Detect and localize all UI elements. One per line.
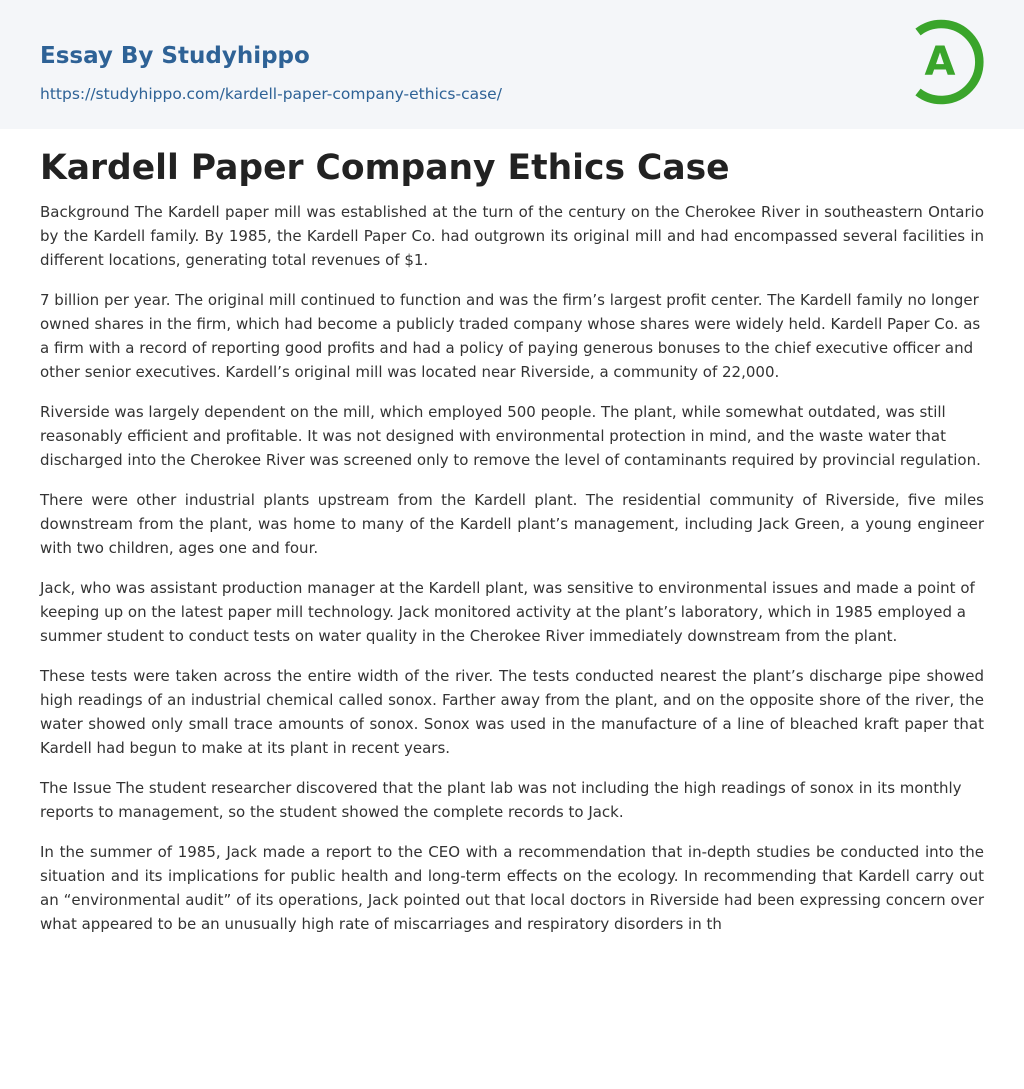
site-brand[interactable]: Essay By Studyhippo <box>40 43 310 69</box>
essay-paragraph: In the summer of 1985, Jack made a report to the CEO with a recommendation that in-depth studies be conducted into the situation and its implications for public health and long-term effects on the ecology. In recommending that Kardell carry out an “environmental audit” of its operations, Jack pointed out that local doctors in Riverside had been expressing concern over what appeared to be an unusually high rate of miscarriages and respiratory disorders in th <box>40 843 984 933</box>
essay-title: Kardell Paper Company Ethics Case <box>40 148 730 188</box>
studyhippo-logo-icon[interactable] <box>904 18 988 106</box>
essay-paragraph: These tests were taken across the entire width of the river. The tests conducted nearest the plant’s discharge pipe showed high readings of an industrial chemical called sonox. Farther away from the plant, and on the opposite shore of the river, the water showed only small trace amounts of sonox. Sonox was used in the manufacture of a line of bleached kraft paper that Kardell had begun to make at its plant in recent years. <box>40 667 984 757</box>
essay-paragraph: The Issue The student researcher discovered that the plant lab was not including the high readings of sonox in its monthly reports to management, so the student showed the complete records to Jack. <box>40 779 962 821</box>
essay-paragraph: Riverside was largely dependent on the mill, which employed 500 people. The plant, while somewhat outdated, was still reasonably efficient and profitable. It was not designed with environmental protection in mind, and the waste water that discharged into the Cherokee River was screened only to remove the level of contaminants required by provincial regulation. <box>40 403 981 469</box>
essay-paragraph: There were other industrial plants upstream from the Kardell plant. The residential community of Riverside, five miles downstream from the plant, was home to many of the Kardell plant’s management, including Jack Green, a young engineer with two children, ages one and four. <box>40 491 984 557</box>
essay-paragraph: Background The Kardell paper mill was established at the turn of the century on the Cherokee River in southeastern Ontario by the Kardell family. By 1985, the Kardell Paper Co. had outgrown its original mill and had encompassed several facilities in different locations, generating total revenues of $1. <box>40 203 984 269</box>
logo-letter: A <box>924 39 956 85</box>
essay-paragraph: Jack, who was assistant production manager at the Kardell plant, was sensitive to environmental issues and made a point of keeping up on the latest paper mill technology. Jack monitored activity at the plant’s laboratory, which in 1985 employed a summer student to conduct tests on water quality in the Cherokee River immediately downstream from the plant. <box>40 579 975 645</box>
source-url-link[interactable]: https://studyhippo.com/kardell-paper-company-ethics-case/ <box>40 85 502 103</box>
essay-body <box>40 200 984 952</box>
essay-paragraph: 7 billion per year. The original mill continued to function and was the firm’s largest profit center. The Kardell family no longer owned shares in the firm, which had become a publicly traded company whose shares were widely held. Kardell Paper Co. as a firm with a record of reporting good profits and had a policy of paying generous bonuses to the chief executive officer and other senior executives. Kardell’s original mill was located near Riverside, a community of 22,000. <box>40 291 981 381</box>
